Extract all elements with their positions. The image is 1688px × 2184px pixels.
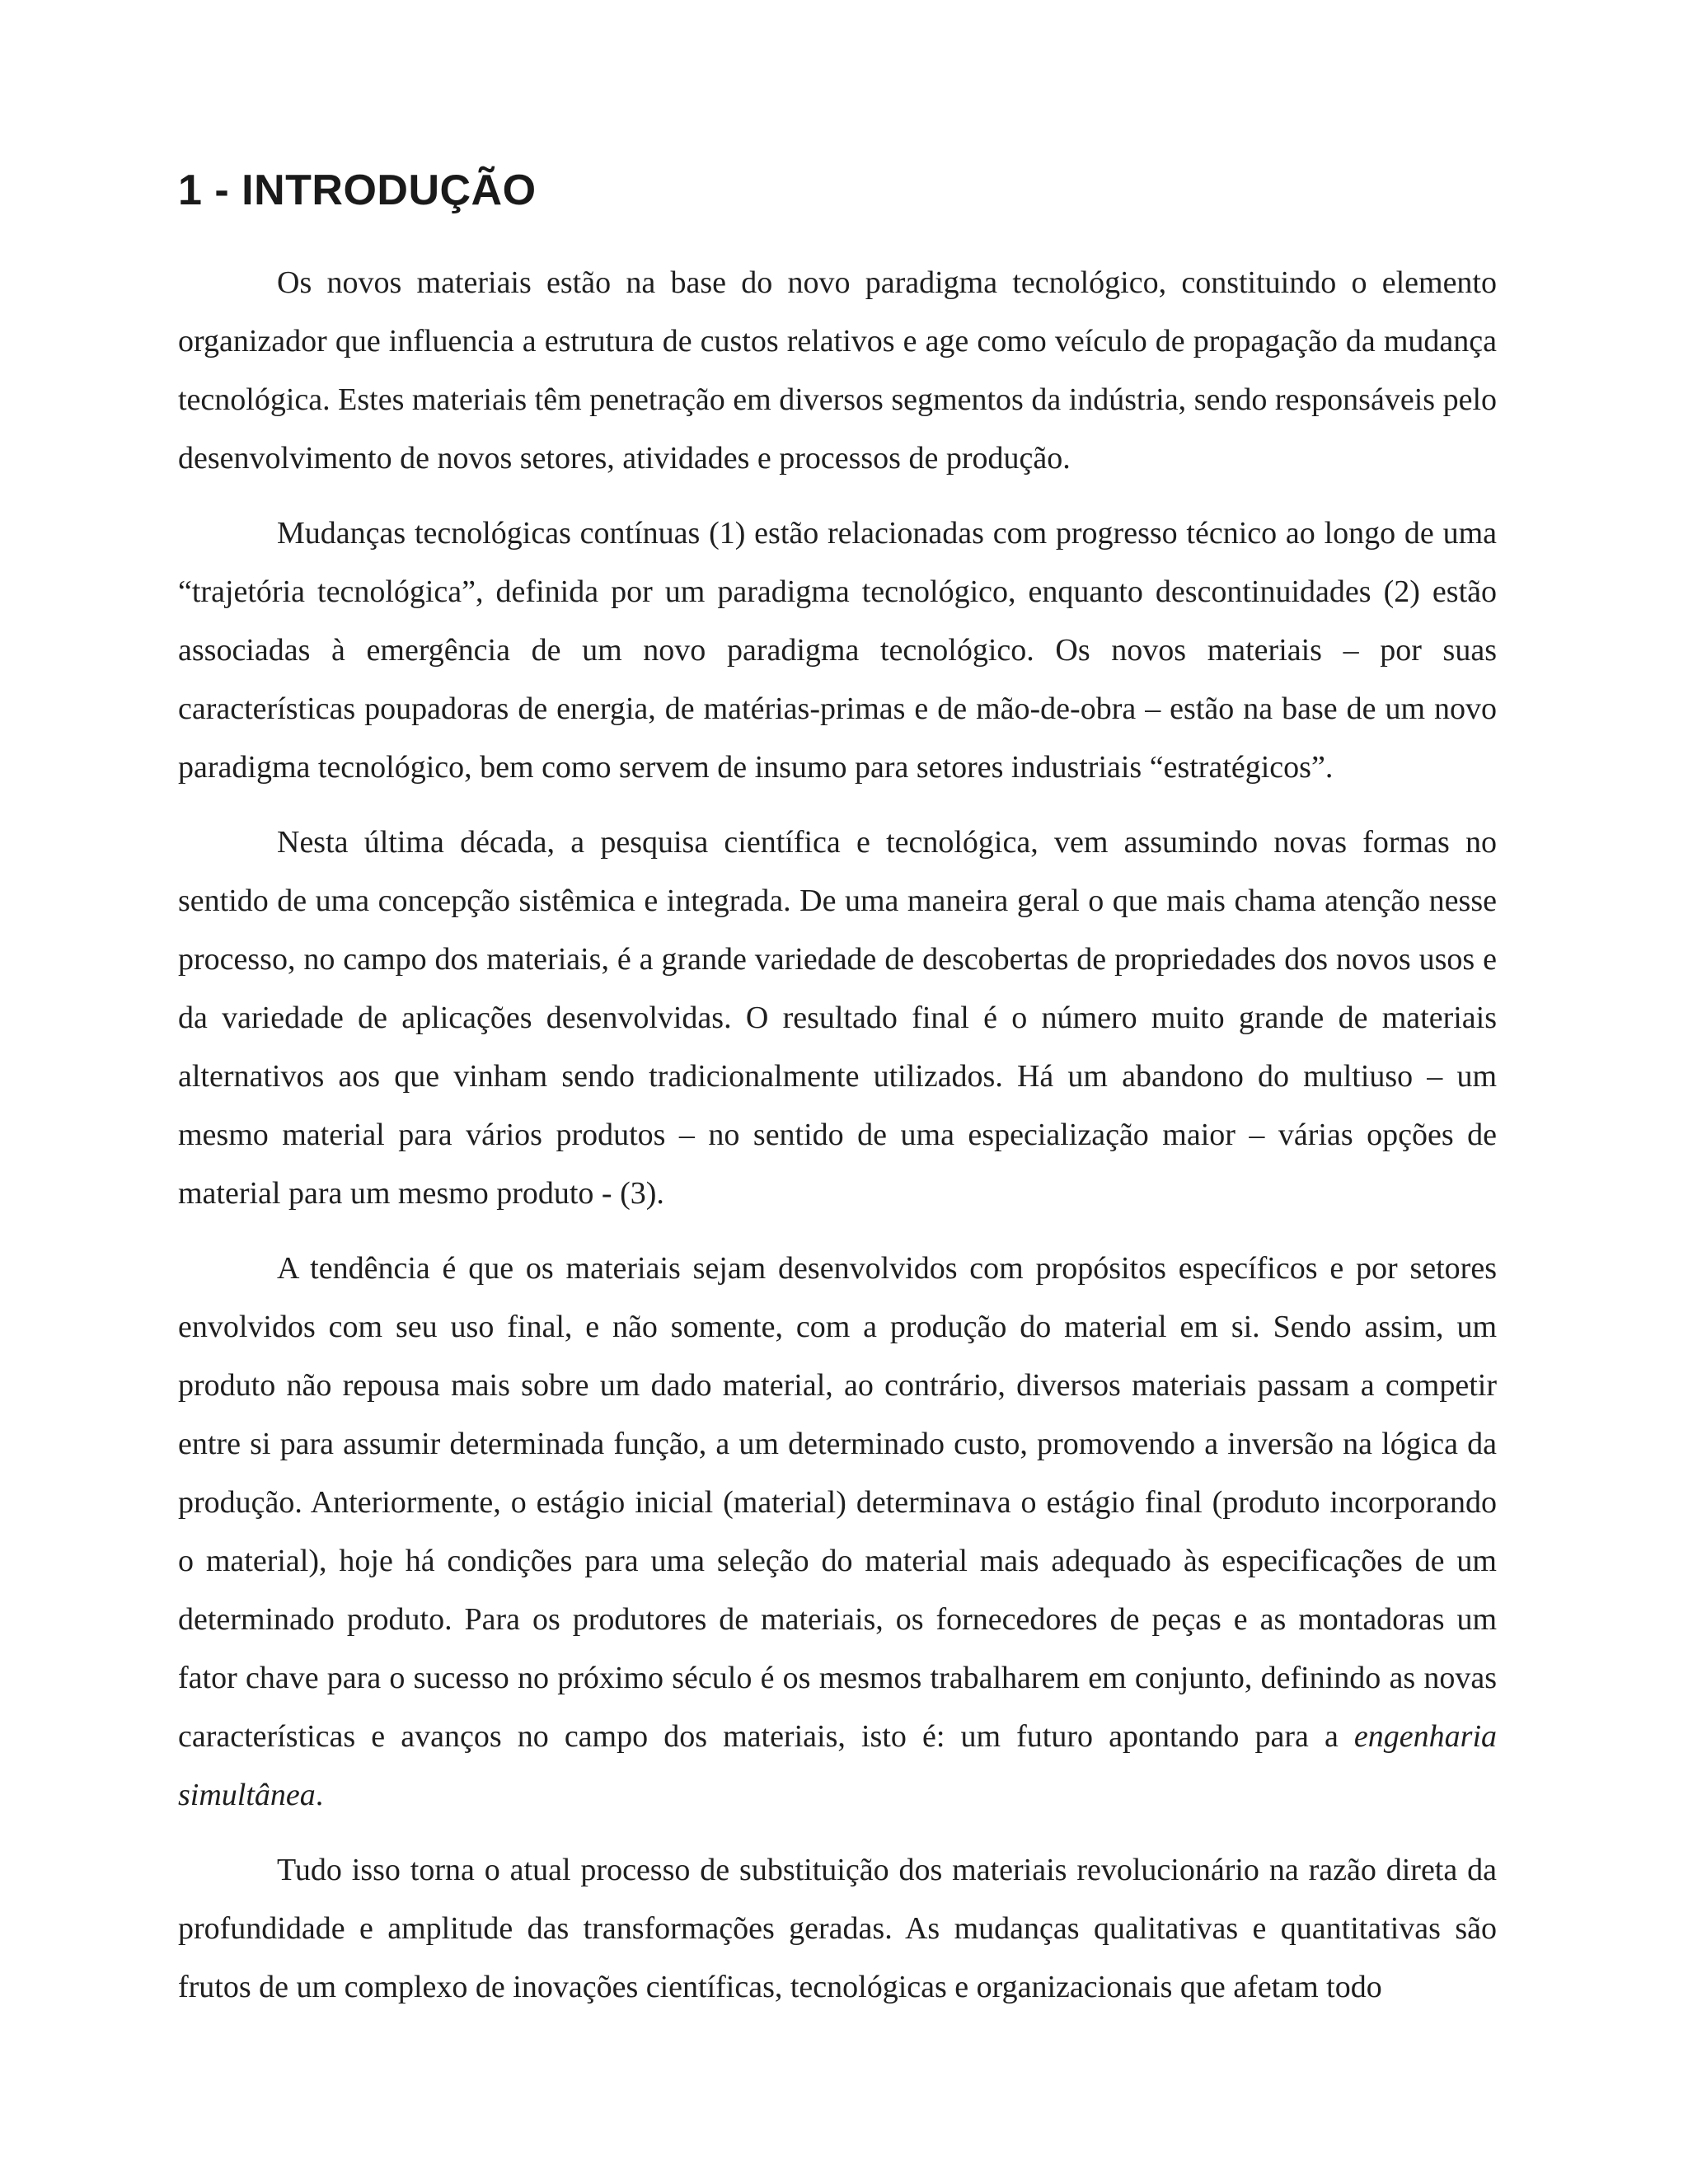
paragraph-3-text: Nesta última década, a pesquisa científica e tecnológica, vem assumindo novas formas no sentido de uma concepção sistêmica e integrada. De uma maneira geral o que mais chama atenção nesse processo, no campo dos materiais, é a grande variedade de descobertas de propriedades dos novos usos e da variedade de aplicações desenvolvidas. O resultado final é o número muito grande de materiais alternativos aos que vinham sendo tradicionalmente utilizados. Há um abandono do multiuso – um mesmo material para vários produtos – no sentido de uma especialização maior – várias opções de material para um mesmo produto - (3).: [178, 825, 1497, 1211]
paragraph-2: [178, 504, 1497, 797]
section-heading: 1 - INTRODUÇÃO: [178, 166, 537, 214]
paragraph-1: [178, 254, 1497, 488]
paragraph-2-text: Mudanças tecnológicas contínuas (1) estão relacionadas com progresso técnico ao longo de uma “trajetória tecnológica”, definida por um paradigma tecnológico, enquanto descontinuidades (2) estão associadas à emergência de um novo paradigma tecnológico. Os novos materiais – por suas características poupadoras de energia, de matérias-primas e de mão-de-obra – estão na base de um novo paradigma tecnológico, bem como servem de insumo para setores industriais “estratégicos”.: [178, 516, 1497, 785]
paragraph-5: [178, 1841, 1497, 2017]
paragraph-1-text: Os novos materiais estão na base do novo paradigma tecnológico, constituindo o elemento organizador que influencia a estrutura de custos relativos e age como veículo de propagação da mudança tecnológica. Estes materiais têm penetração em diversos segmentos da indústria, sendo responsáveis pelo desenvolvimento de novos setores, atividades e processos de produção.: [178, 265, 1497, 476]
paragraph-4-emphasis: engenharia simultânea: [178, 1719, 1497, 1812]
body-text: [178, 254, 1497, 2033]
paragraph-5-text: Tudo isso torna o atual processo de substituição dos materiais revolucionário na razão direta da profundidade e amplitude das transformações geradas. As mudanças qualitativas e quantitativas são frutos de um complexo de inovações científicas, tecnológicas e organizacionais que afetam todo: [178, 1853, 1497, 2004]
paragraph-4-text: A tendência é que os materiais sejam desenvolvidos com propósitos específicos e por setores envolvidos com seu uso final, e não somente, com a produção do material em si. Sendo assim, um produto não repousa mais sobre um dado material, ao contrário, diversos materiais passam a competir entre si para assumir determinada função, a um determinado custo, promovendo a inversão na lógica da produção. Anteriormente, o estágio inicial (material) determinava o estágio final (produto incorporando o material), hoje há condições para uma seleção do material mais adequado às especificações de um determinado produto. Para os produtores de materiais, os fornecedores de peças e as montadoras um fator chave para o sucesso no próximo século é os mesmos trabalharem em conjunto, definindo as novas características e avanços no campo dos materiais, isto é: um futuro apontando para a: [178, 1251, 1497, 1754]
paragraph-4-tail: .: [315, 1778, 324, 1812]
paragraph-4: [178, 1240, 1497, 1825]
paragraph-3: [178, 813, 1497, 1223]
